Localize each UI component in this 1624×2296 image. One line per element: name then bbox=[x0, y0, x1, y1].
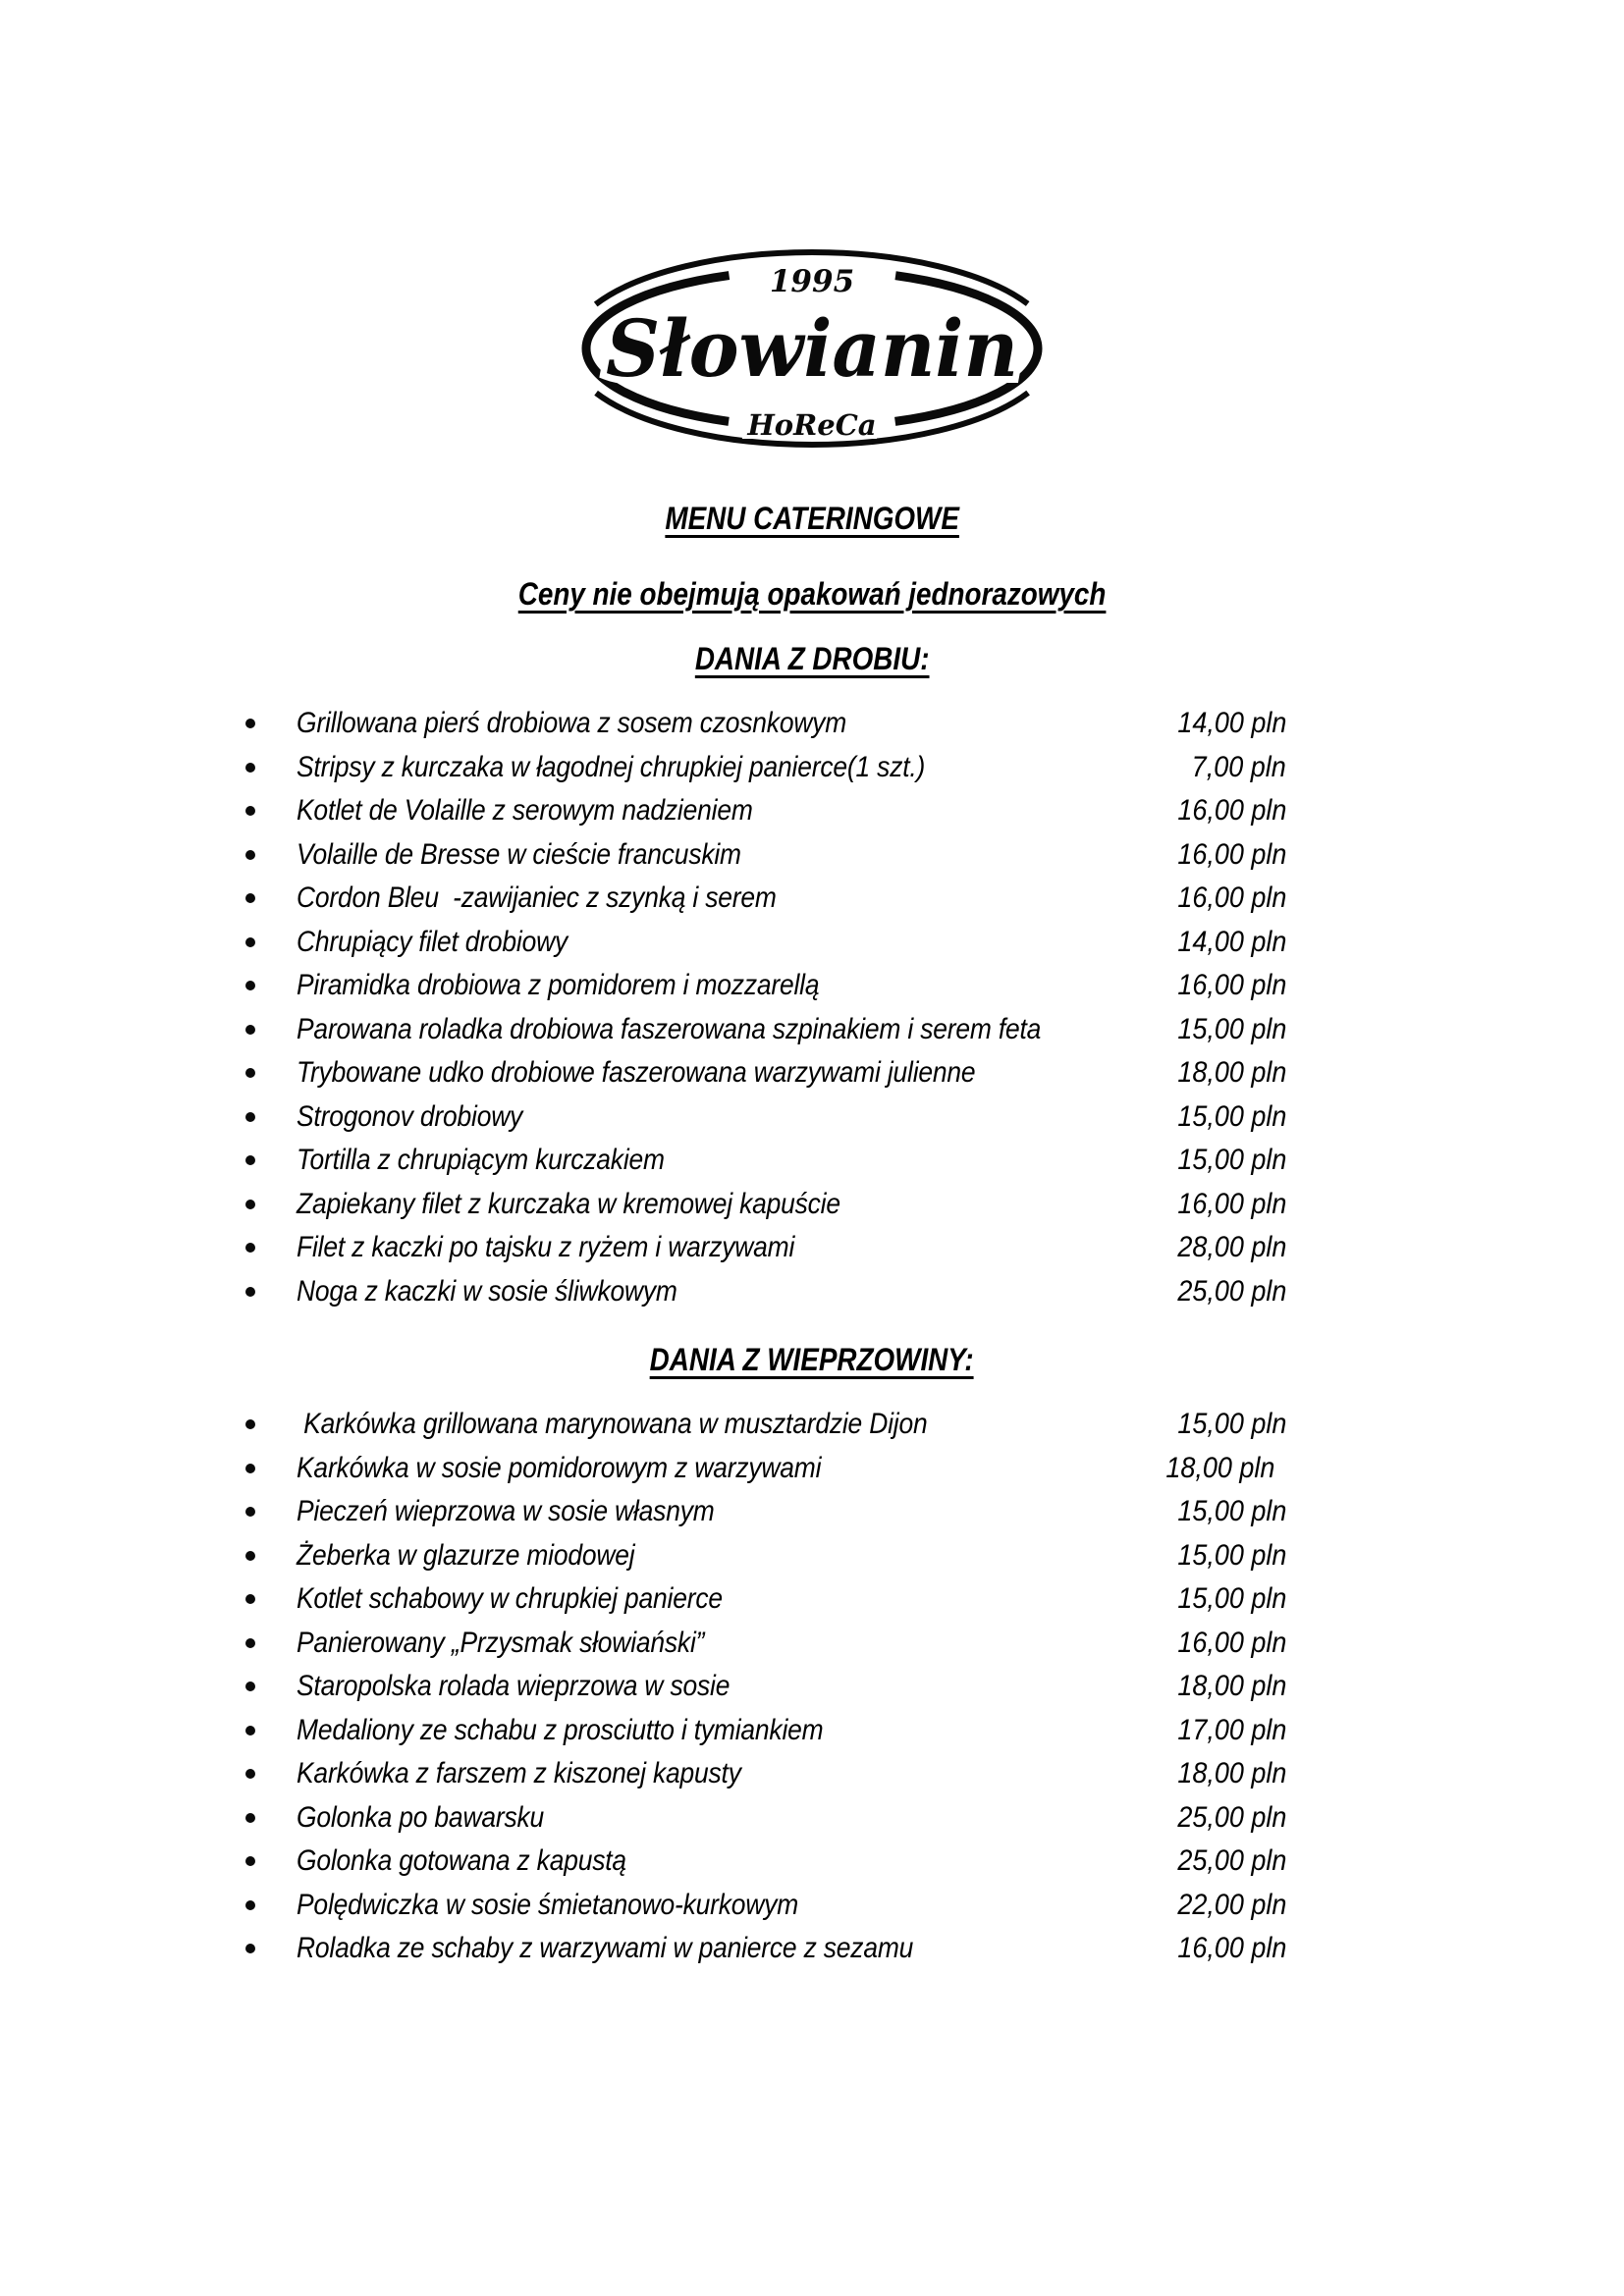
menu-item-row bbox=[245, 1226, 1286, 1270]
item-name: Piramidka drobiowa z pomidorem i mozzarellą bbox=[297, 969, 820, 1002]
item-name: Żeberka w glazurze miodowej bbox=[297, 1538, 635, 1572]
bullet-icon bbox=[245, 763, 255, 773]
menu-item-row bbox=[245, 1095, 1286, 1140]
item-name: Zapiekany filet z kurczaka w kremowej kapuście bbox=[297, 1187, 840, 1220]
item-name: Medaliony ze schabu z prosciutto i tymiankiem bbox=[297, 1713, 824, 1746]
menu-item-row bbox=[245, 1403, 1286, 1447]
item-price: 18,00 pln bbox=[1164, 1451, 1274, 1484]
menu-item-row bbox=[245, 1139, 1286, 1183]
bullet-icon bbox=[245, 1594, 255, 1604]
menu-item-row bbox=[245, 1183, 1286, 1227]
menu-section bbox=[0, 1340, 1624, 1971]
bullet-icon bbox=[245, 1856, 255, 1866]
section-items bbox=[0, 1403, 1624, 1971]
menu-item-row bbox=[245, 1051, 1286, 1095]
menu-item-row bbox=[245, 1752, 1286, 1796]
item-price: 14,00 pln bbox=[1176, 707, 1286, 740]
item-price: 15,00 pln bbox=[1176, 1408, 1286, 1441]
item-price: 15,00 pln bbox=[1176, 1099, 1286, 1133]
item-name: Karkówka z farszem z kiszonej kapusty bbox=[297, 1757, 741, 1790]
section-heading-text: DANIA Z DROBIU: bbox=[694, 641, 930, 676]
item-name: Golonka gotowana z kapustą bbox=[297, 1844, 626, 1878]
item-price: 16,00 pln bbox=[1176, 794, 1286, 828]
item-price: 18,00 pln bbox=[1176, 1757, 1286, 1790]
item-name: Strogonov drobiowy bbox=[297, 1099, 523, 1133]
item-price: 25,00 pln bbox=[1176, 1844, 1286, 1878]
page-title bbox=[0, 500, 1624, 537]
item-price: 15,00 pln bbox=[1176, 1012, 1286, 1045]
menu-item-row bbox=[245, 789, 1286, 833]
menu-item-row bbox=[245, 746, 1286, 790]
item-price: 25,00 pln bbox=[1176, 1800, 1286, 1834]
bullet-icon bbox=[245, 806, 255, 816]
menu-item-row bbox=[245, 1665, 1286, 1709]
item-price: 16,00 pln bbox=[1176, 837, 1286, 871]
item-name: Pieczeń wieprzowa w sosie własnym bbox=[297, 1495, 715, 1528]
item-name: Noga z kaczki w sosie śliwkowym bbox=[297, 1274, 677, 1308]
item-price: 14,00 pln bbox=[1176, 925, 1286, 958]
bullet-icon bbox=[245, 1243, 255, 1253]
bullet-icon bbox=[245, 1025, 255, 1035]
item-name: Grillowana pierś drobiowa z sosem czosnkowym bbox=[297, 707, 847, 740]
bullet-icon bbox=[245, 1638, 255, 1648]
menu-item-row bbox=[245, 921, 1286, 965]
item-name: Karkówka grillowana marynowana w musztardzie Dijon bbox=[297, 1408, 928, 1441]
logo-year-text: 1995 bbox=[769, 264, 855, 299]
packaging-note bbox=[0, 575, 1624, 613]
menu-item-row bbox=[245, 964, 1286, 1008]
item-name: Panierowany „Przysmak słowiański” bbox=[297, 1626, 705, 1659]
menu-item-row bbox=[245, 702, 1286, 746]
section-items bbox=[0, 702, 1624, 1313]
logo-brand-text: Słowianin bbox=[606, 302, 1018, 395]
item-name: Parowana roladka drobiowa faszerowana szpinakiem i serem feta bbox=[297, 1012, 1042, 1045]
menu-sections bbox=[0, 639, 1624, 1971]
menu-item-row bbox=[245, 1490, 1286, 1534]
item-price: 28,00 pln bbox=[1176, 1231, 1286, 1264]
bullet-icon bbox=[245, 1507, 255, 1517]
bullet-icon bbox=[245, 1068, 255, 1078]
item-name: Chrupiący filet drobiowy bbox=[297, 925, 568, 958]
section-heading bbox=[0, 1340, 1624, 1379]
section-heading-text: DANIA Z WIEPRZOWINY: bbox=[650, 1342, 974, 1377]
item-name: Staropolska rolada wieprzowa w sosie bbox=[297, 1670, 731, 1703]
menu-item-row bbox=[245, 1840, 1286, 1884]
menu-item-row bbox=[245, 1008, 1286, 1052]
bullet-icon bbox=[245, 1900, 255, 1910]
item-name: Filet z kaczki po tajsku z ryżem i warzywami bbox=[297, 1231, 795, 1264]
packaging-note-text: Ceny nie obejmują opakowań jednorazowych bbox=[517, 576, 1107, 612]
bullet-icon bbox=[245, 1682, 255, 1691]
bullet-icon bbox=[245, 850, 255, 860]
menu-item-row bbox=[245, 1270, 1286, 1314]
menu-item-row bbox=[245, 1577, 1286, 1622]
bullet-icon bbox=[245, 1155, 255, 1165]
item-price: 15,00 pln bbox=[1176, 1495, 1286, 1528]
item-price: 25,00 pln bbox=[1176, 1274, 1286, 1308]
section-heading bbox=[0, 639, 1624, 678]
bullet-icon bbox=[245, 893, 255, 903]
item-price: 16,00 pln bbox=[1176, 1932, 1286, 1965]
menu-section bbox=[0, 639, 1624, 1313]
brand-logo bbox=[567, 240, 1057, 456]
bullet-icon bbox=[245, 1944, 255, 1953]
item-name: Kotlet de Volaille z serowym nadzieniem bbox=[297, 794, 753, 828]
menu-item-row bbox=[245, 1796, 1286, 1841]
item-price: 18,00 pln bbox=[1176, 1670, 1286, 1703]
page-title-text: MENU CATERINGOWE bbox=[665, 501, 959, 536]
menu-item-row bbox=[245, 1534, 1286, 1578]
item-name: Golonka po bawarsku bbox=[297, 1800, 545, 1834]
bullet-icon bbox=[245, 1813, 255, 1823]
item-price: 16,00 pln bbox=[1176, 1626, 1286, 1659]
item-name: Polędwiczka w sosie śmietanowo-kurkowym bbox=[297, 1888, 799, 1921]
item-price: 16,00 pln bbox=[1176, 881, 1286, 915]
item-name: Roladka ze schaby z warzywami w panierce z sezamu bbox=[297, 1932, 914, 1965]
item-name: Trybowane udko drobiowe faszerowana warzywami julienne bbox=[297, 1056, 976, 1090]
item-price: 16,00 pln bbox=[1176, 969, 1286, 1002]
bullet-icon bbox=[245, 1769, 255, 1779]
menu-item-row bbox=[245, 1447, 1286, 1491]
item-price: 22,00 pln bbox=[1176, 1888, 1286, 1921]
item-price: 15,00 pln bbox=[1176, 1538, 1286, 1572]
menu-item-row bbox=[245, 833, 1286, 878]
item-name: Karkówka w sosie pomidorowym z warzywami bbox=[297, 1451, 822, 1484]
menu-item-row bbox=[245, 1884, 1286, 1928]
bullet-icon bbox=[245, 719, 255, 728]
item-price: 15,00 pln bbox=[1176, 1582, 1286, 1616]
item-name: Cordon Bleu -zawijaniec z szynką i serem bbox=[297, 881, 777, 915]
menu-item-row bbox=[245, 1709, 1286, 1753]
bullet-icon bbox=[245, 1464, 255, 1473]
item-price: 16,00 pln bbox=[1176, 1187, 1286, 1220]
item-name: Volaille de Bresse w cieście francuskim bbox=[297, 837, 741, 871]
item-price: 17,00 pln bbox=[1176, 1713, 1286, 1746]
item-name: Kotlet schabowy w chrupkiej panierce bbox=[297, 1582, 723, 1616]
bullet-icon bbox=[245, 981, 255, 990]
bullet-icon bbox=[245, 1419, 255, 1429]
menu-item-row bbox=[245, 877, 1286, 921]
bullet-icon bbox=[245, 937, 255, 947]
bullet-icon bbox=[245, 1112, 255, 1122]
menu-item-row bbox=[245, 1927, 1286, 1971]
item-name: Stripsy z kurczaka w łagodnej chrupkiej panierce(1 szt.) bbox=[297, 750, 926, 783]
item-price: 18,00 pln bbox=[1176, 1056, 1286, 1090]
bullet-icon bbox=[245, 1726, 255, 1735]
bullet-icon bbox=[245, 1200, 255, 1209]
logo-horeca-text: HoReCa bbox=[747, 408, 877, 442]
item-price: 15,00 pln bbox=[1176, 1144, 1286, 1177]
bullet-icon bbox=[245, 1287, 255, 1297]
item-price: 7,00 pln bbox=[1191, 750, 1286, 783]
item-name: Tortilla z chrupiącym kurczakiem bbox=[297, 1144, 665, 1177]
menu-item-row bbox=[245, 1622, 1286, 1666]
bullet-icon bbox=[245, 1551, 255, 1561]
